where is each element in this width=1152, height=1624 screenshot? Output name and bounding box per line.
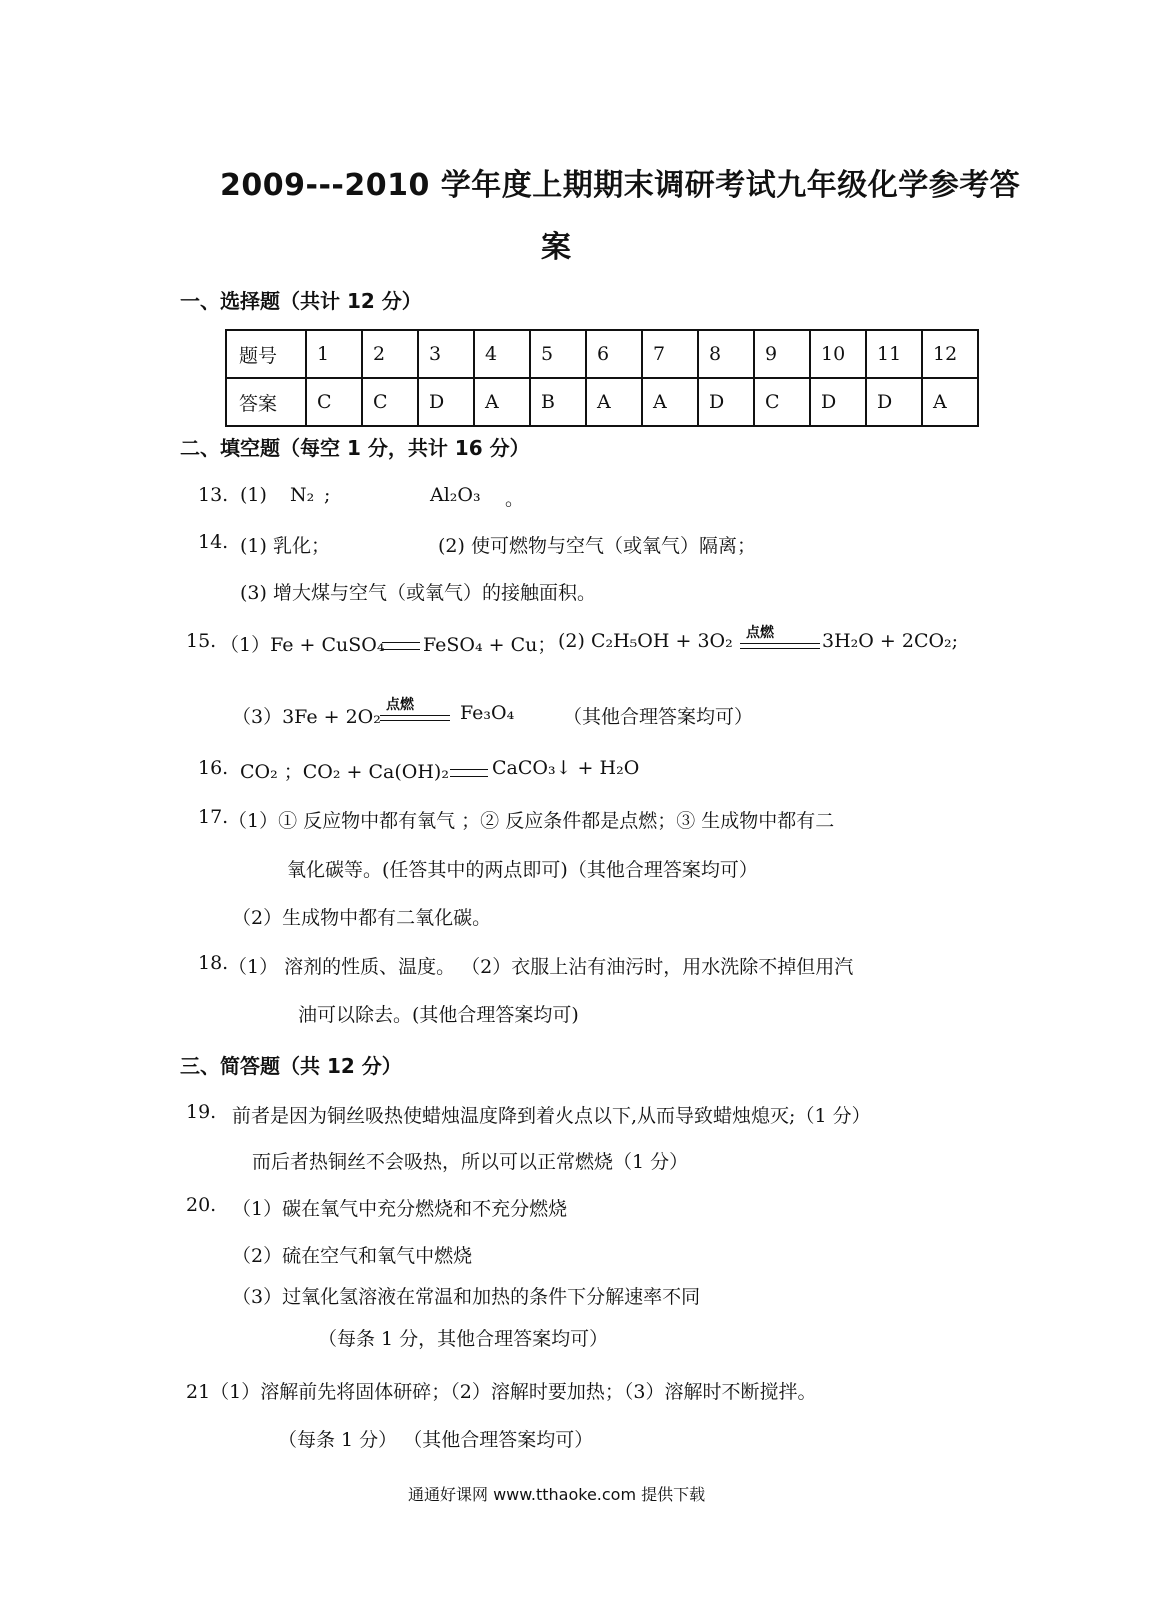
answer-text: （3）过氧化氢溶液在常温和加热的条件下分解速率不同 xyxy=(232,1286,701,1308)
table-cell: A xyxy=(474,378,530,426)
table-cell: 10 xyxy=(810,330,866,378)
table-cell: A xyxy=(922,378,978,426)
answer-text: 油可以除去。(其他合理答案均可) xyxy=(298,1004,579,1026)
answer-text: ; xyxy=(324,484,331,506)
table-cell: 3 xyxy=(418,330,474,378)
equals-line xyxy=(380,720,450,721)
table-cell: A xyxy=(586,378,642,426)
equation-text: （3）3Fe + 2O₂ xyxy=(232,706,381,728)
question-number: 15. xyxy=(186,630,217,652)
question-number: 14. xyxy=(198,531,229,553)
section2-heading: 二、填空题（每空 1 分，共计 16 分） xyxy=(180,436,530,460)
equation-text: FeSO₄ + Cu； xyxy=(423,634,557,656)
table-cell: 2 xyxy=(362,330,418,378)
equals-sign xyxy=(450,769,488,777)
answer-part: (1) xyxy=(240,484,267,506)
table-header-cell: 答案 xyxy=(226,378,306,426)
question-number: 19. xyxy=(186,1101,217,1123)
answer-text: 氧化碳等。(任答其中的两点即可)（其他合理答案均可） xyxy=(287,859,758,881)
table-cell: 8 xyxy=(698,330,754,378)
table-cell: 5 xyxy=(530,330,586,378)
table-cell: 7 xyxy=(642,330,698,378)
table-cell: 11 xyxy=(866,330,922,378)
answer-text: （2）生成物中都有二氧化碳。 xyxy=(232,907,492,929)
question-number: 20. xyxy=(186,1194,217,1216)
table-cell: D xyxy=(698,378,754,426)
answer-text: 而后者热铜丝不会吸热，所以可以正常燃烧（1 分） xyxy=(252,1151,689,1173)
section1-heading: 一、选择题（共计 12 分） xyxy=(180,289,422,313)
answer-text: （1） 溶剂的性质、温度。 （2）衣服上沾有油污时，用水洗除不掉但用汽 xyxy=(228,956,854,978)
answer-note: （每条 1 分） （其他合理答案均可） xyxy=(278,1429,594,1451)
answer-text: Al₂O₃ xyxy=(430,484,481,506)
table-cell: B xyxy=(530,378,586,426)
answer-text: N₂ xyxy=(290,484,315,506)
table-cell: D xyxy=(810,378,866,426)
question-number: 16. xyxy=(198,757,229,779)
question-number: 17. xyxy=(198,806,229,828)
table-cell: D xyxy=(418,378,474,426)
condition-label: 点燃 xyxy=(386,697,414,713)
table-cell: D xyxy=(866,378,922,426)
footer-credit: 通通好课网 www.tthaoke.com 提供下载 xyxy=(408,1485,706,1504)
answer-text: (3) 增大煤与空气（或氧气）的接触面积。 xyxy=(240,582,596,604)
section3-heading: 三、简答题（共 12 分） xyxy=(180,1054,402,1078)
equation-text: CaCO₃↓ + H₂O xyxy=(492,757,640,779)
page-title-line1: 2009---2010 学年度上期期末调研考试九年级化学参考答 xyxy=(220,168,1021,203)
equals-line xyxy=(740,643,820,644)
answer-note: （每条 1 分，其他合理答案均可） xyxy=(318,1328,609,1350)
condition-label: 点燃 xyxy=(746,625,774,641)
answer-text: 21（1）溶解前先将固体研碎；（2）溶解时要加热；（3）溶解时不断搅拌。 xyxy=(186,1381,817,1403)
table-cell: 9 xyxy=(754,330,810,378)
equation-text: 3H₂O + 2CO₂; xyxy=(822,630,959,652)
table-cell: 1 xyxy=(306,330,362,378)
answer-text: （2）硫在空气和氧气中燃烧 xyxy=(232,1245,473,1267)
answer-text: 前者是因为铜丝吸热使蜡烛温度降到着火点以下,从而导致蜡烛熄灭;（1 分） xyxy=(232,1105,871,1127)
table-header-cell: 题号 xyxy=(226,330,306,378)
answer-text: (1) 乳化； xyxy=(240,535,330,557)
table-cell: C xyxy=(362,378,418,426)
table-row-numbers xyxy=(226,330,978,378)
equation-text: (2) C₂H₅OH + 3O₂ xyxy=(558,630,733,652)
table-cell: 12 xyxy=(922,330,978,378)
table-cell: 4 xyxy=(474,330,530,378)
page-title-line2: 案 xyxy=(541,230,572,265)
table-cell: A xyxy=(642,378,698,426)
equation-text: Fe₃O₄ xyxy=(460,702,515,724)
answer-note: （其他合理答案均可） xyxy=(563,706,754,728)
equals-line xyxy=(380,715,450,716)
table-row-answers xyxy=(226,378,978,426)
table-cell: C xyxy=(306,378,362,426)
answer-text: （1）① 反应物中都有氧气 ；② 反应条件都是点燃；③ 生成物中都有二 xyxy=(228,810,835,832)
equation-text: CO₂ ；CO₂ + Ca(OH)₂ xyxy=(240,761,449,783)
equals-sign xyxy=(382,642,420,650)
answer-text: 。 xyxy=(505,488,525,510)
equals-line xyxy=(740,648,820,649)
answer-text: (2) 使可燃物与空气（或氧气）隔离； xyxy=(438,535,756,557)
table-cell: C xyxy=(754,378,810,426)
table-cell: 6 xyxy=(586,330,642,378)
question-number: 13. xyxy=(198,484,229,506)
equation-text: （1）Fe + CuSO₄ xyxy=(220,634,385,656)
answer-text: （1）碳在氧气中充分燃烧和不充分燃烧 xyxy=(232,1198,568,1220)
answer-table xyxy=(225,329,979,427)
question-number: 18. xyxy=(198,952,229,974)
